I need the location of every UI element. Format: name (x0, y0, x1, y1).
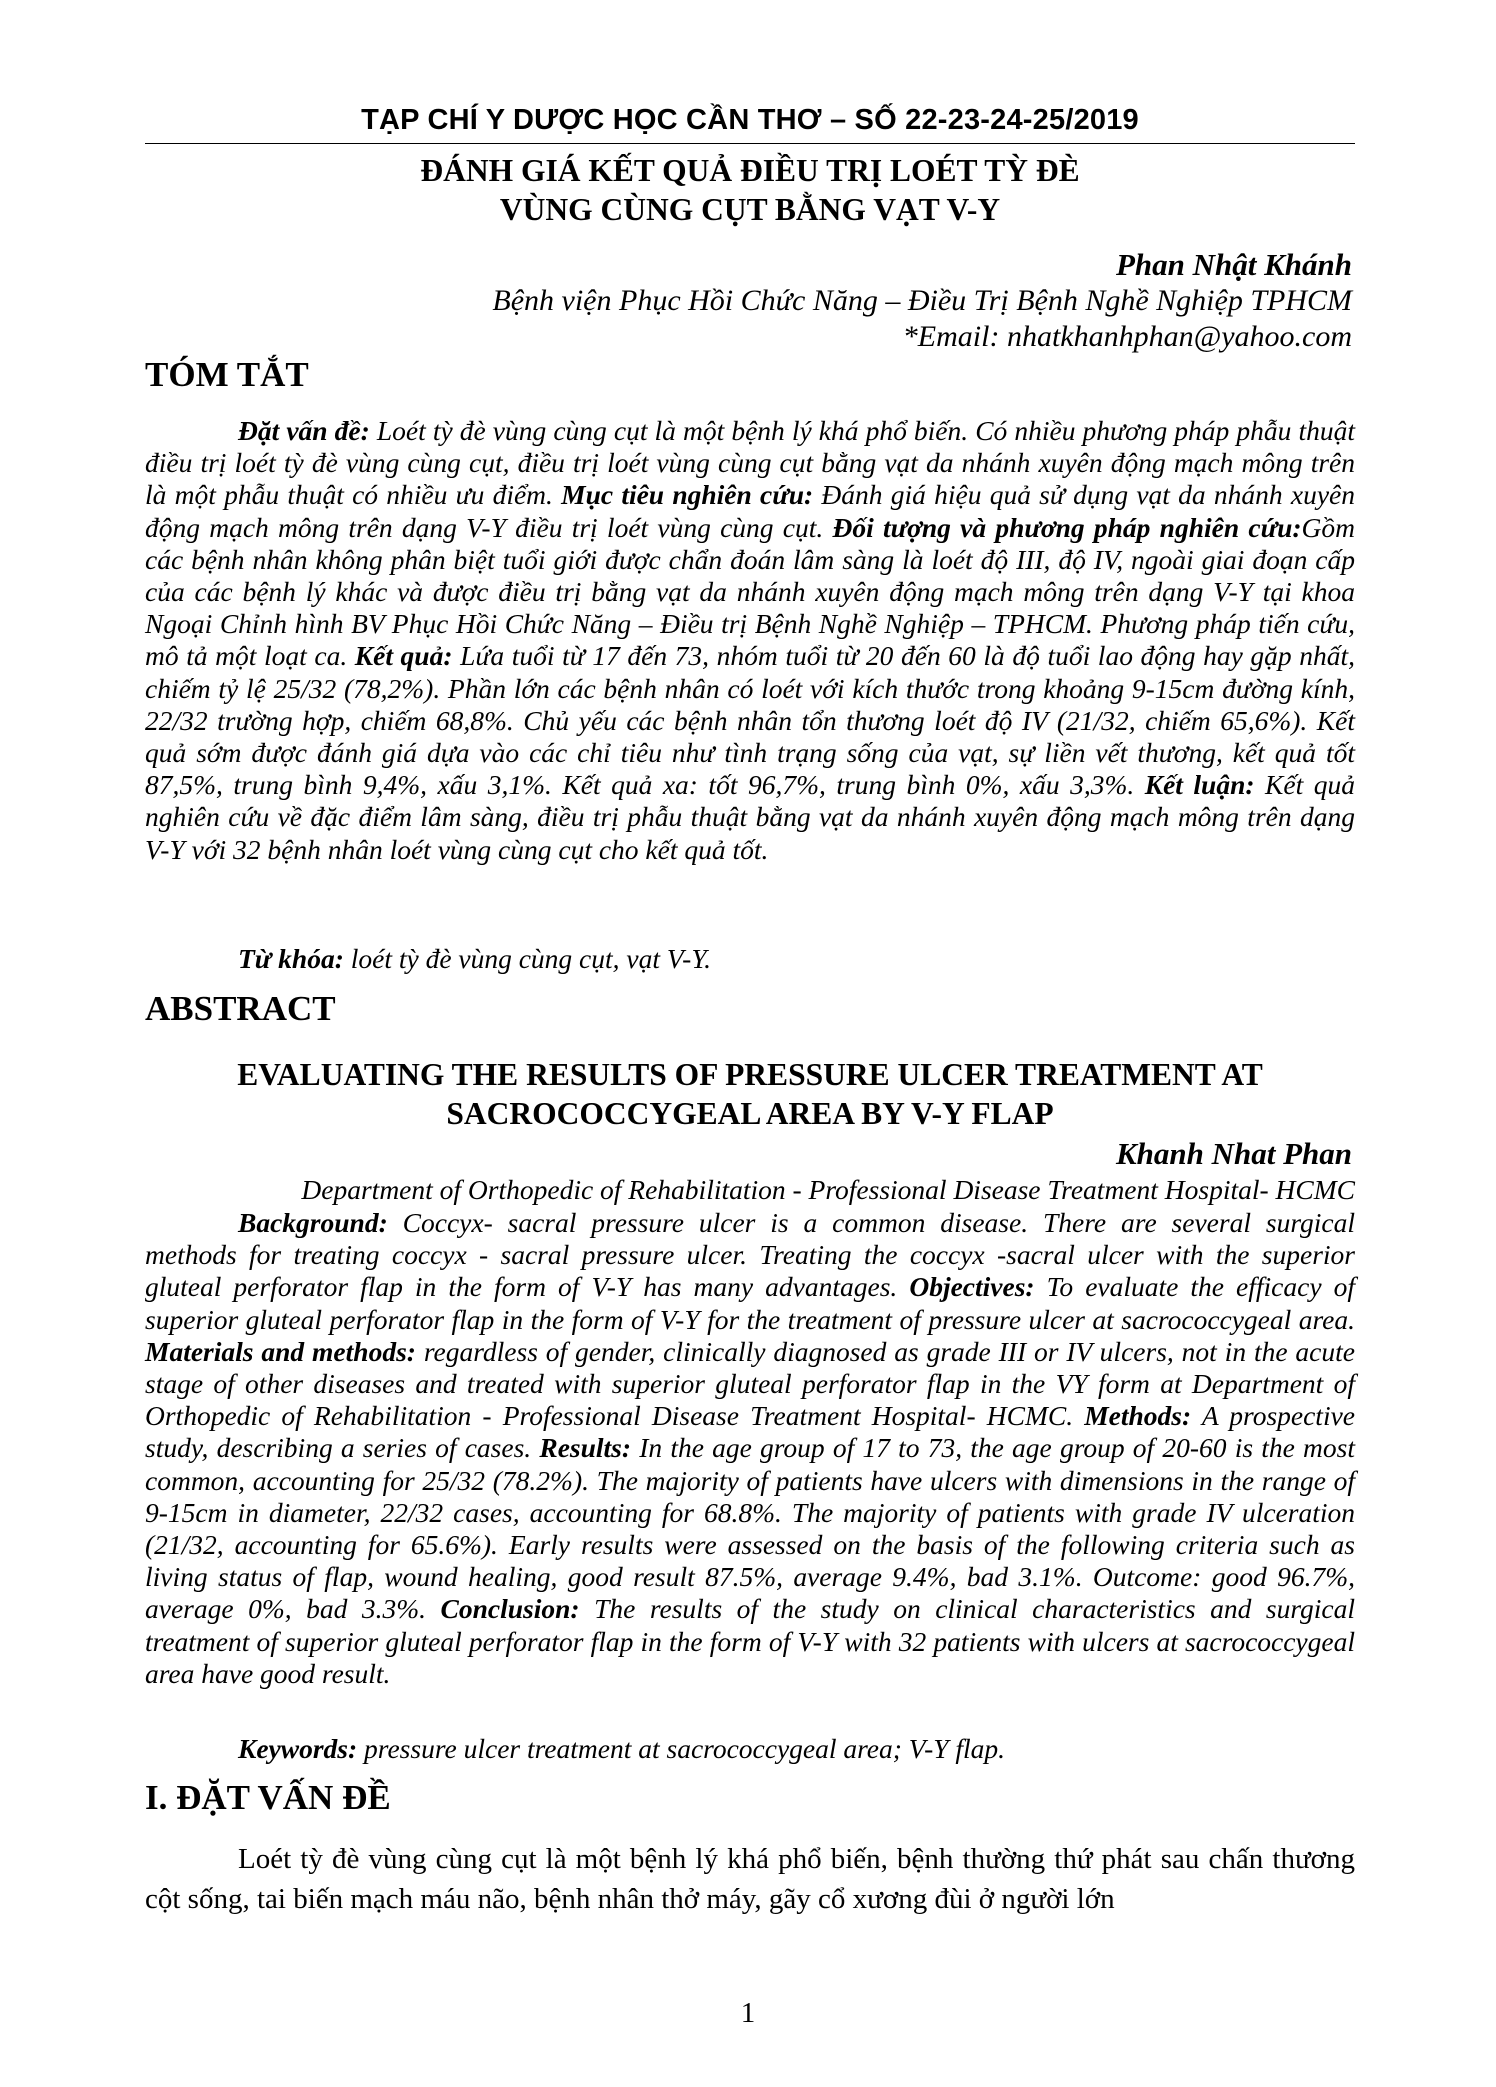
abstract-methods-text: A prospective study, describing a series of cases. (145, 1400, 1355, 1464)
section1-paragraph: Loét tỳ đè vùng cùng cụt là một bệnh lý khá phổ biến, bệnh thường thứ phát sau chấn thương cột sống, tai biến mạch máu não, bệnh nhân thở máy, gãy cổ xương đùi ở người lớn (145, 1843, 1355, 1915)
journal-header: TẠP CHÍ Y DƯỢC HỌC CẦN THƠ – SỐ 22-23-24-25/2019 (361, 104, 1139, 136)
abstract-body (145, 1207, 1355, 1690)
abstract-materials-text: regardless of gender, clinically diagnosed as grade III or IV ulcers, not in the acute stage of other diseases and treated with superior gluteal perforator flap in the VY form at Department of Orthopedic of Rehabilitation - Professional Disease Treatment Hospital- HCMC. (145, 1335, 1355, 1432)
affiliation-en: Department of Orthopedic of Rehabilitation - Professional Disease Treatment Hospital- HCMC (301, 1174, 1355, 1205)
header-rule (145, 143, 1355, 144)
abstract-methods-label: Methods: (1084, 1400, 1192, 1432)
author-vn: Phan Nhật Khánh (1115, 247, 1352, 282)
abstract-keywords (145, 1733, 1355, 1765)
summary-results-label: Kết quả: (354, 640, 453, 672)
page-number: 1 (740, 1997, 756, 2029)
summary-body (145, 415, 1355, 866)
abstract-materials-label: Materials and methods: (145, 1335, 416, 1367)
summary-results-text: Lứa tuổi từ 17 đến 73, nhóm tuổi từ 20 đến 60 là độ tuổi lao động hay gặp nhất, chiếm tỷ lệ 25/32 (78,2%). Phần lớn các bệnh nhân có loét với kích thước trong khoảng 9-15cm đường kính, 22/32 trường hợp, chiếm 68,8%. Chủ yếu các bệnh nhân tổn thương loét độ IV (21/32, chiếm 65,6%). Kết quả sớm được đánh giá dựa vào các chỉ tiêu như tình trạng sống của vạt, sự liền vết thương, kết quả tốt 87,5%, trung bình 9,4%, xấu 3,1%. Kết quả xa: tốt 96,7%, trung bình 0%, xấu 3,3%. (145, 640, 1355, 801)
abstract-conclusion-text: The results of the study on clinical characteristics and surgical treatment of superior gluteal perforator flap in the form of V-Y with 32 patients with ulcers at sacrococcygeal area have good result. (145, 1593, 1355, 1689)
summary-objective-label: Mục tiêu nghiên cứu: (561, 479, 814, 511)
title-vn (145, 151, 1355, 229)
abstract-conclusion-label: Conclusion: (440, 1593, 580, 1625)
abstract-results-text: In the age group of 17 to 73, the age group of 20-60 is the most common, accounting for 25/32 (78.2%). The majority of patients have ulcers with dimensions in the range of 9-15cm in diameter, 22/32 cases, accounting for 68.8%. The majority of patients with grade IV ulceration (21/32, accounting for 65.6%). Early results were assessed on the basis of the following criteria such as living status of flap, wound healing, good result 87.5%, average 9.4%, bad 3.1%. Outcome: good 96.7%, average 0%, bad 3.3%. (145, 1432, 1355, 1625)
author-en: Khanh Nhat Phan (1115, 1136, 1352, 1171)
title-vn-line2: VÙNG CÙNG CỤT BẰNG VẠT V-Y (499, 192, 1001, 227)
abstract-results-label: Results: (539, 1432, 632, 1464)
summary-objective-text: Đánh giá hiệu quả sử dụng vạt da nhánh xuyên động mạch mông trên dạng V-Y điều trị loét vùng cùng cụt. (145, 479, 1355, 543)
title-vn-line1: ĐÁNH GIÁ KẾT QUẢ ĐIỀU TRỊ LOÉT TỲ ĐÈ (420, 153, 1080, 188)
summary-methods-text: Gồm các bệnh nhân không phân biệt tuổi giới được chẩn đoán lâm sàng là loét độ III, độ IV, ngoài giai đoạn cấp của các bệnh lý khác và được điều trị bằng vạt da nhánh xuyên động mạch mông trên dạng V-Y tại khoa Ngoại Chỉnh hình BV Phục Hồi Chức Năng – Điều trị Bệnh Nghề Nghiệp – TPHCM. Phương pháp tiến cứu, mô tả một loạt ca. (145, 511, 1356, 672)
author-email: *Email: nhatkhanhphan@yahoo.com (902, 320, 1352, 353)
summary-background-label: Đặt vấn đề: (238, 415, 370, 446)
section1-heading: I. ĐẶT VẤN ĐỀ (145, 1778, 391, 1817)
title-en-line1: EVALUATING THE RESULTS OF PRESSURE ULCER TREATMENT AT (237, 1057, 1263, 1092)
summary-background-text: Loét tỳ đè vùng cùng cụt là một bệnh lý khá phổ biến. Có nhiều phương pháp phẫu thuật điều trị loét tỳ đè vùng cùng cụt, điều trị loét vùng cùng cụt bằng vạt da nhánh xuyên động mạch mông trên là một phẫu thuật có nhiều ưu điểm. (145, 415, 1355, 511)
summary-methods-label: Đối tượng và phương pháp nghiên cứu: (832, 511, 1302, 543)
abstract-keywords-label: Keywords: (238, 1733, 358, 1764)
summary-heading: TÓM TẮT (145, 355, 309, 394)
affiliation-vn: Bệnh viện Phục Hồi Chức Năng – Điều Trị Bệnh Nghề Nghiệp TPHCM (492, 284, 1352, 317)
summary-keywords (145, 943, 1355, 975)
abstract-objective-text: To evaluate the efficacy of superior gluteal perforator flap in the form of V-Y for the treatment of pressure ulcer at sacrococcygeal area. (145, 1271, 1355, 1335)
title-en (145, 1055, 1355, 1133)
abstract-background-label: Background: (238, 1207, 388, 1238)
summary-keywords-text: loét tỳ đè vùng cùng cụt, vạt V-Y. (343, 943, 711, 974)
abstract-background-text: Coccyx- sacral pressure ulcer is a common disease. There are several surgical methods for treating coccyx - sacral pressure ulcer. Treating the coccyx -sacral ulcer with the superior gluteal perforator flap in the form of V-Y has many advantages. (145, 1207, 1355, 1303)
abstract-heading: ABSTRACT (145, 989, 336, 1028)
summary-conclusion-text: Kết quả nghiên cứu về đặc điểm lâm sàng, điều trị phẫu thuật bằng vạt da nhánh xuyên động mạch mông trên dạng V-Y với 32 bệnh nhân loét vùng cùng cụt cho kết quả tốt. (145, 769, 1355, 865)
title-en-line2: SACROCOCCYGEAL AREA BY V-Y FLAP (446, 1096, 1054, 1131)
abstract-objective-label: Objectives: (909, 1271, 1035, 1303)
abstract-keywords-text: pressure ulcer treatment at sacrococcygeal area; V-Y flap. (357, 1733, 1006, 1764)
summary-conclusion-label: Kết luận: (1144, 769, 1255, 801)
summary-keywords-label: Từ khóa: (238, 943, 344, 974)
